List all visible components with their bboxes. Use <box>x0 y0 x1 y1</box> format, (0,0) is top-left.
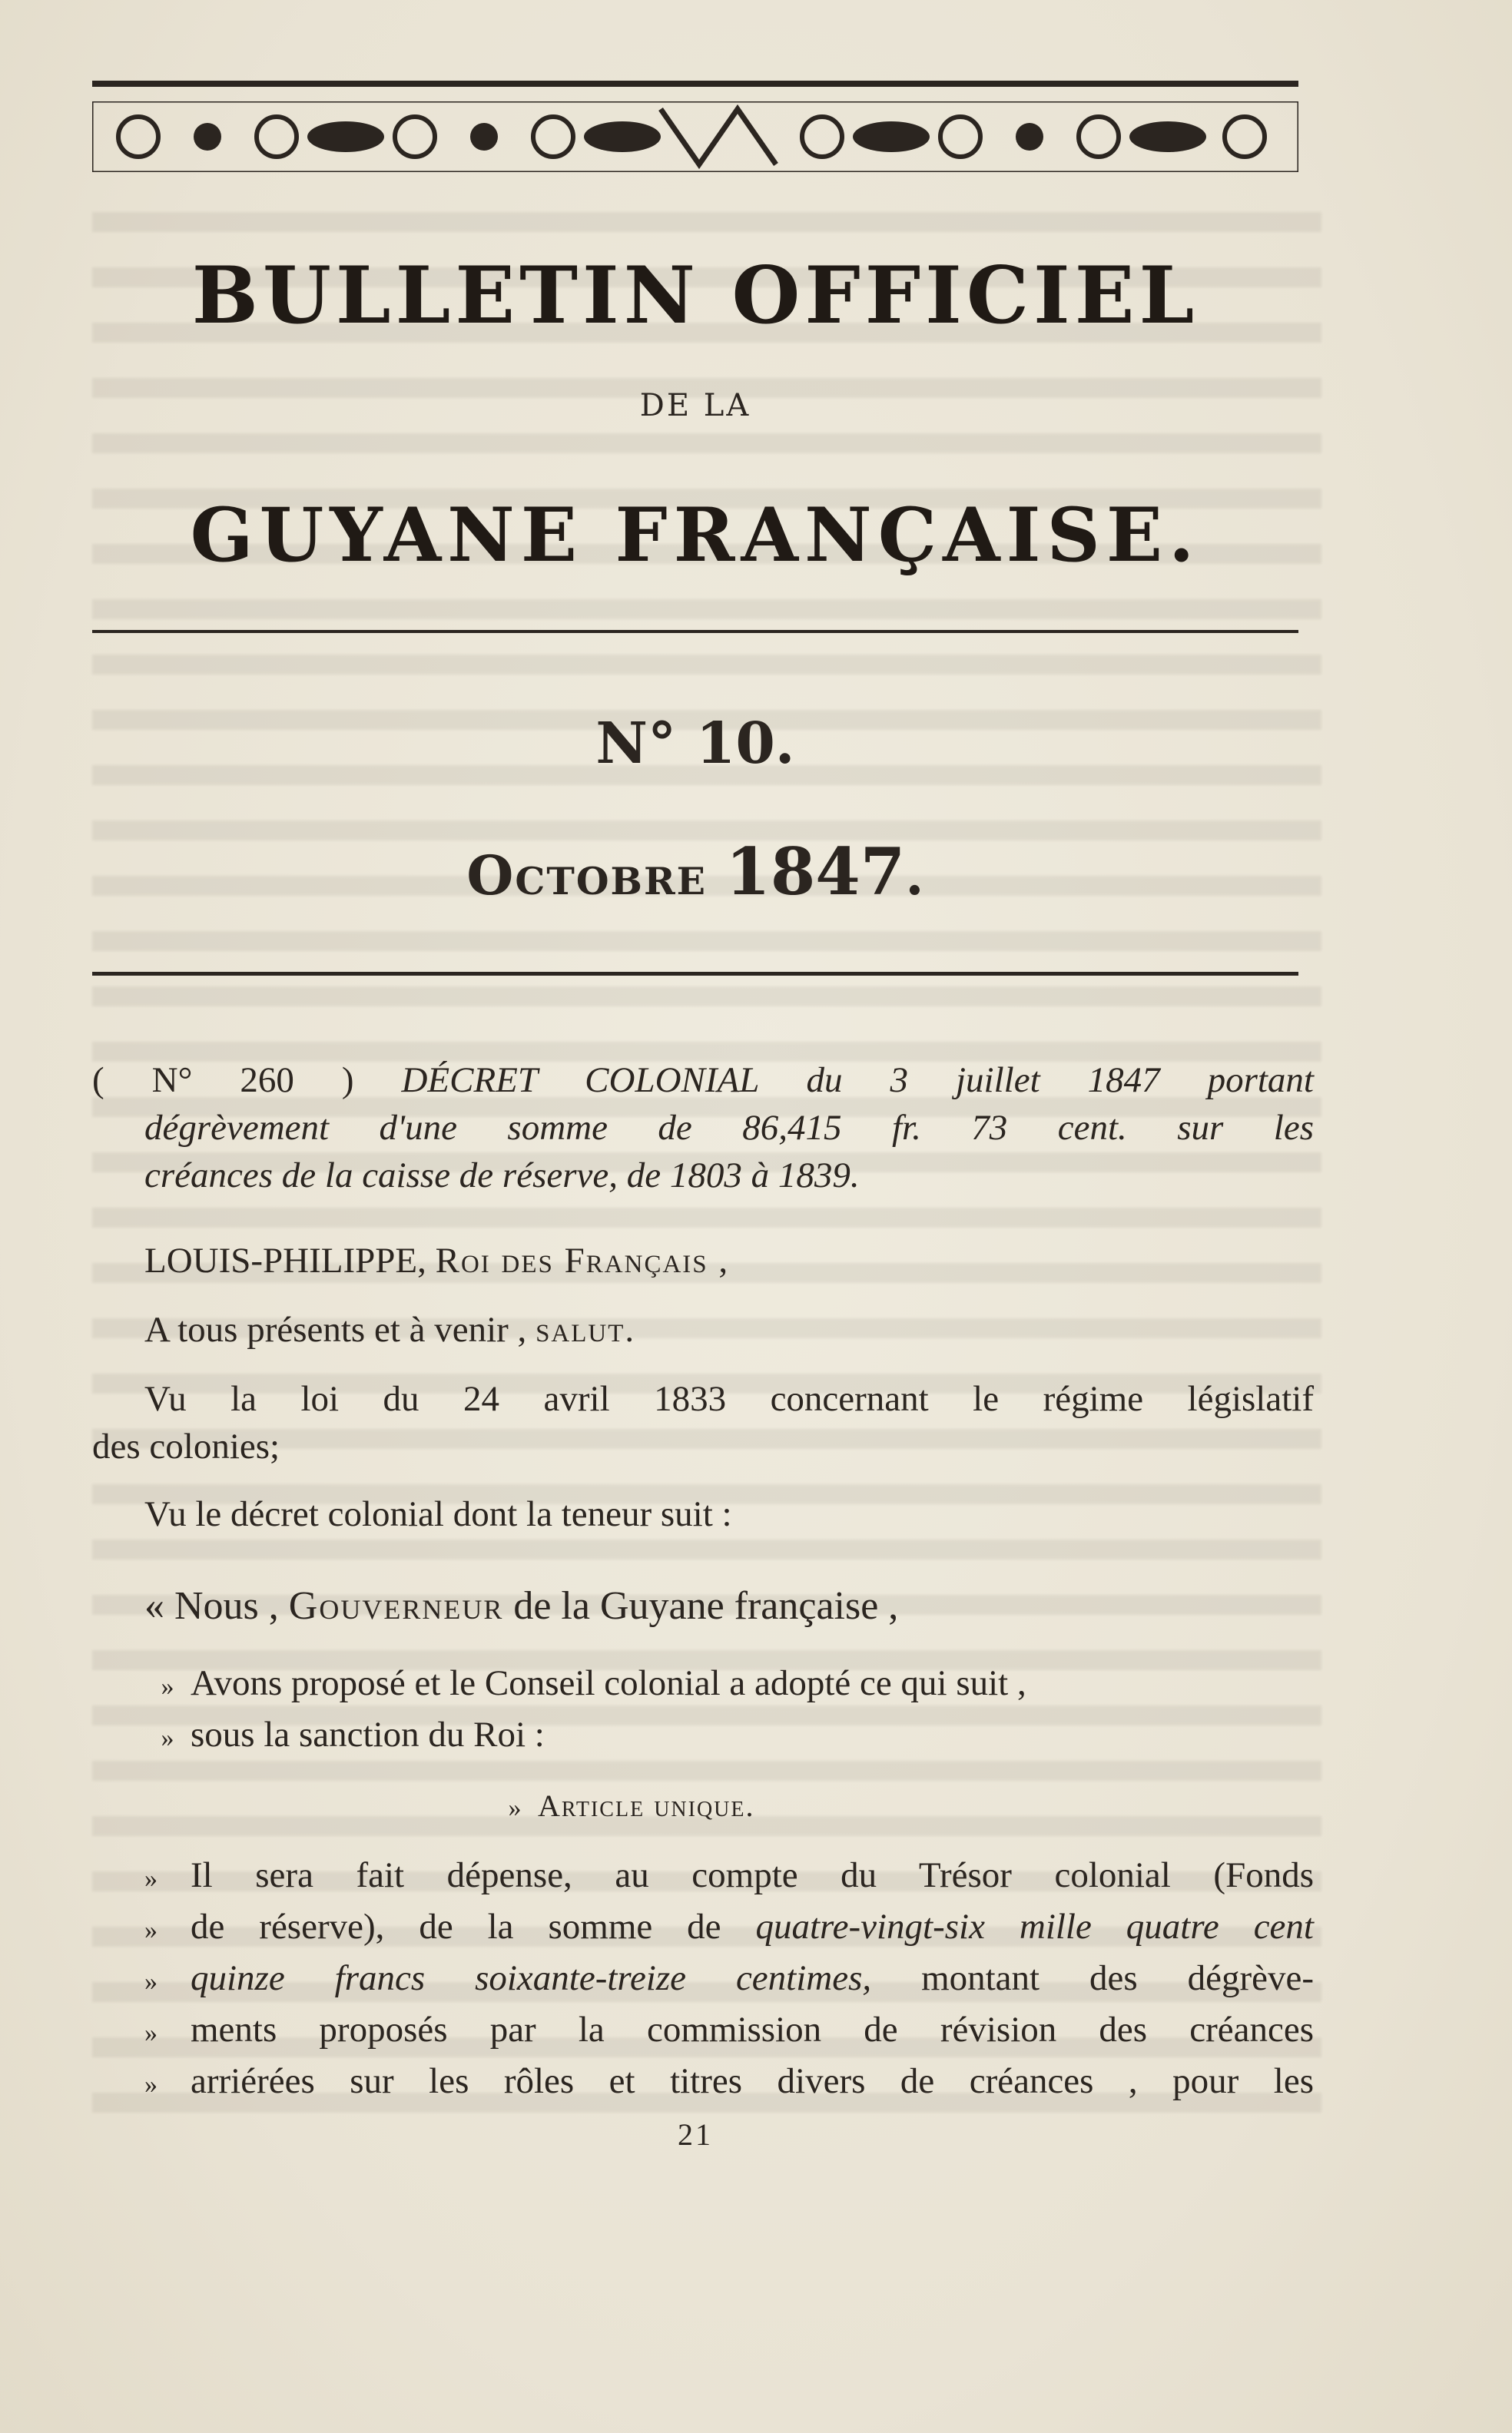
salutation-text: A tous présents et à venir , <box>144 1310 527 1350</box>
vu-loi-paragraph: Vu la loi du 24 avril 1833 concernant le régime législatif des colonies; <box>92 1379 1314 1467</box>
vu-decret-line: Vu le décret colonial dont la teneur suit : <box>144 1494 732 1534</box>
masthead-rule <box>92 630 1298 633</box>
king-line: LOUIS-PHILIPPE, Roi des Français , <box>144 1241 730 1281</box>
article-text: » Il sera fait dépense, au compte du Trésor colonial (Fonds » de réserve), de la somme de quatre-vingt-six mille quatre cent » quinze francs soixante-treize centimes, montant des dégrève- » ments proposés par la commission de révision des créances » arriérées sur les rôles et titres divers de créances , pour les <box>144 1855 1314 2101</box>
salutation-word: salut. <box>536 1310 636 1350</box>
top-rule <box>92 81 1298 87</box>
decree-title-2: dégrèvement d'une somme de 86,415 fr. 73 cent. sur les <box>144 1108 1314 1148</box>
governor-line: « Nous , Gouverneur de la Guyane française , <box>144 1584 899 1628</box>
page-number: 21 <box>678 2117 713 2152</box>
issue-year: 1847 <box>725 834 906 910</box>
date-rule <box>92 972 1298 976</box>
salutation-line <box>92 1306 1314 1354</box>
article-heading: » Article unique. <box>508 1788 755 1823</box>
masthead-title: BULLETIN OFFICIEL <box>191 250 1199 342</box>
ornamental-border <box>92 101 1298 172</box>
issue-number: N° 10. <box>595 711 795 777</box>
issue-date: Octobre 1847. <box>466 834 924 910</box>
proposed-paragraph: » Avons proposé et le Conseil colonial a adopté ce qui suit , » sous la sanction du Roi : <box>161 1663 1026 1755</box>
decree-heading <box>92 1056 1314 1199</box>
decree-title-3: créances de la caisse de réserve, de 1803 à 1839. <box>144 1155 860 1195</box>
decree-title-1: DÉCRET COLONIAL du 3 juillet 1847 portant <box>401 1060 1314 1100</box>
issue-month: Octobre <box>466 844 708 907</box>
masthead-subtitle: GUYANE FRANÇAISE. <box>190 492 1201 578</box>
king-title: Roi des Français , <box>435 1241 730 1281</box>
king-name: LOUIS-PHILIPPE <box>144 1241 418 1281</box>
masthead-connector: DE LA <box>639 388 751 423</box>
decree-number: ( N° 260 ) <box>92 1060 354 1100</box>
